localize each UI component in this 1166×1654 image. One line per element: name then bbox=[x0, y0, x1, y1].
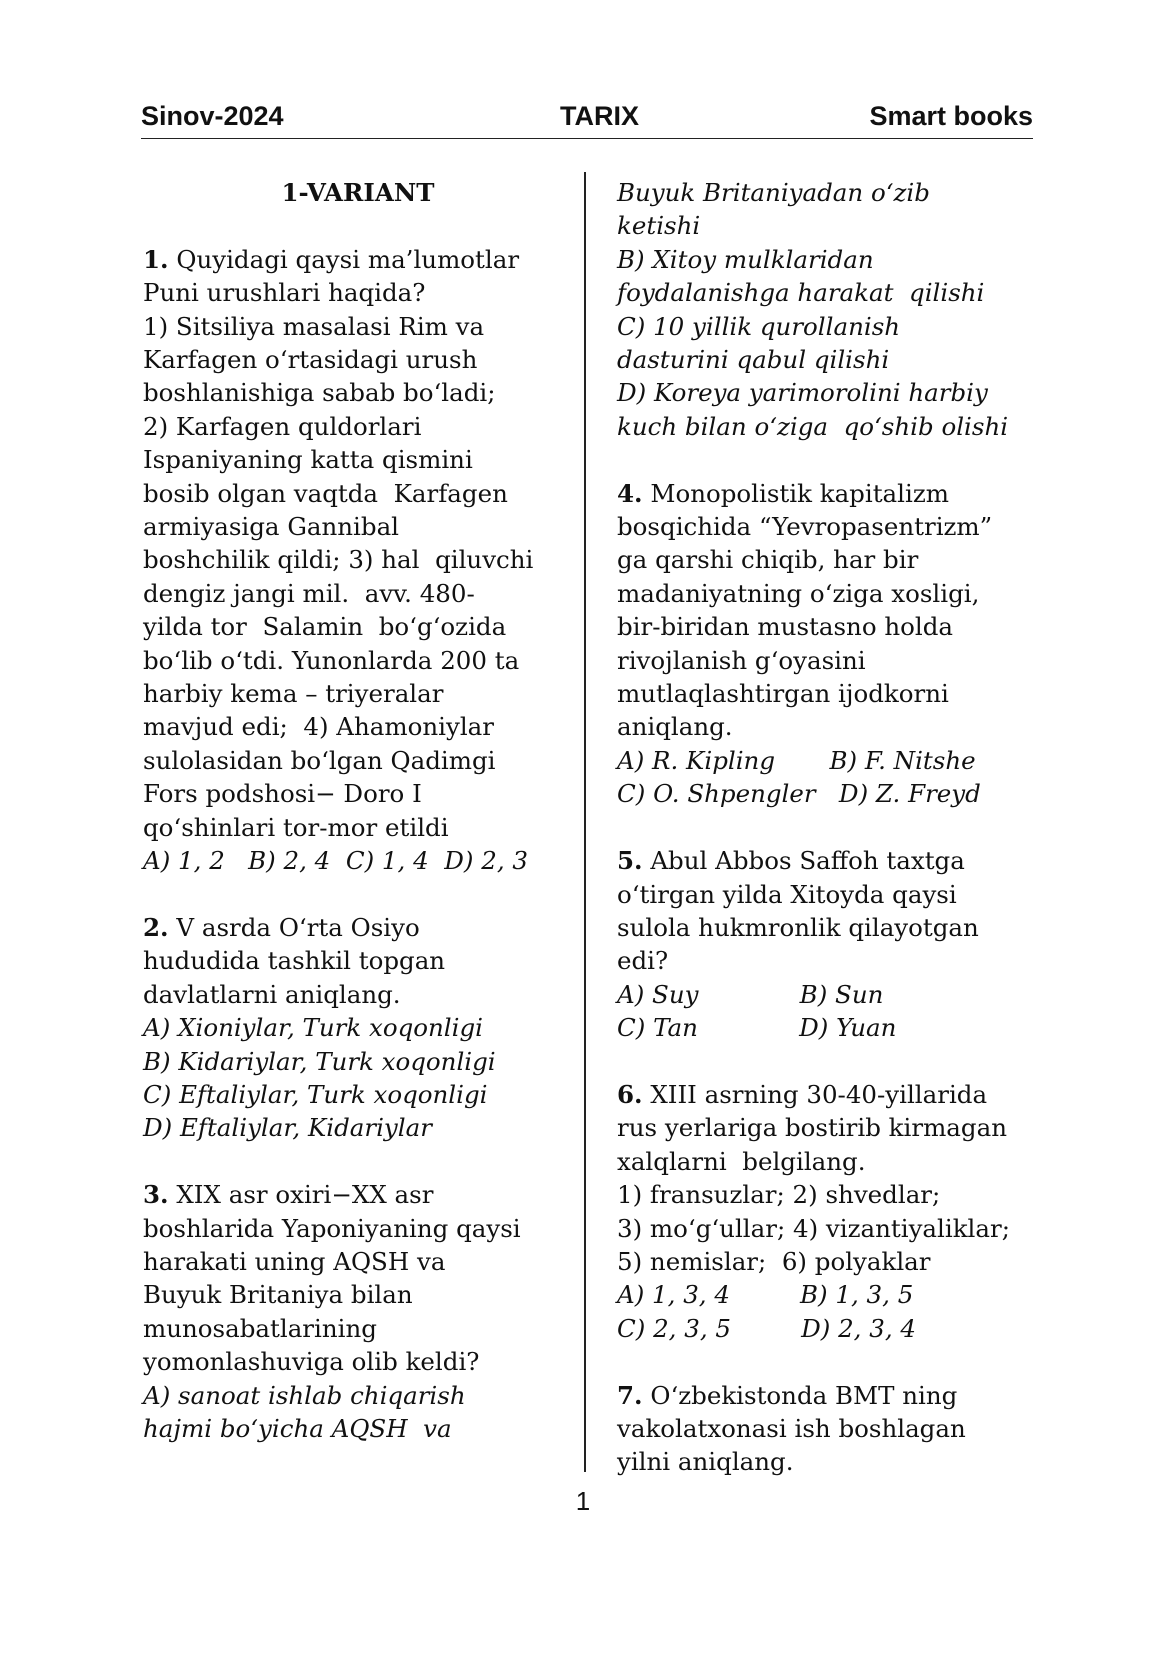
question-text-line: Ispaniyaning katta qismini bbox=[143, 445, 473, 475]
answer-options-line: A) R. Kipling B) F. Nitshe bbox=[617, 745, 976, 775]
question-text-line: davlatlarni aniqlang. bbox=[143, 979, 401, 1009]
question-text-line: bir-biridan mustasno holda bbox=[617, 612, 954, 642]
spacer bbox=[617, 1045, 1037, 1078]
answer-options-line: C) Tan D) Yuan bbox=[617, 1013, 897, 1043]
question-text: V asrda O‘rta Osiyo bbox=[168, 912, 420, 942]
question-text-line: madaniyatning o‘ziga xosligi, bbox=[617, 578, 980, 608]
question-text: O‘zbekistonda BMT ning bbox=[642, 1380, 958, 1410]
answer-options-line: C) 10 yillik qurollanish bbox=[617, 311, 901, 341]
question-text-line: yomonlashuviga olib keldi? bbox=[143, 1347, 480, 1377]
question-text-line: bosib olgan vaqtda Karfagen bbox=[143, 478, 508, 508]
question-number: 1. bbox=[143, 244, 169, 274]
question-text-line: boshlarida Yaponiyaning qaysi bbox=[143, 1213, 521, 1243]
question-text: Monopolistik kapitalizm bbox=[642, 478, 949, 508]
header-left: Sinov-2024 bbox=[141, 101, 284, 131]
question-start-line bbox=[617, 1078, 1037, 1111]
question-text-line: 1) fransuzlar; 2) shvedlar; bbox=[617, 1180, 941, 1210]
answer-options-line: Buyuk Britaniyadan o‘zib bbox=[617, 178, 930, 207]
question-number: 3. bbox=[143, 1180, 169, 1210]
question-number: 7. bbox=[617, 1380, 643, 1410]
question-text-line: Buyuk Britaniya bilan bbox=[143, 1280, 413, 1310]
right-column bbox=[617, 176, 1037, 1479]
spacer bbox=[143, 209, 563, 242]
question-text-line: Fors podshosi− Doro I bbox=[143, 779, 422, 809]
variant-title: 1-VARIANT bbox=[281, 178, 435, 207]
answer-options-line: A) sanoat ishlab chiqarish bbox=[143, 1380, 466, 1410]
answer-options-line: B) Xitoy mulklaridan bbox=[617, 244, 874, 274]
question-text-line: boshchilik qildi; 3) hal qiluvchi bbox=[143, 545, 534, 575]
question-text-line: sulolasidan bo‘lgan Qadimgi bbox=[143, 745, 496, 775]
question-start-line bbox=[617, 477, 1037, 510]
question-text-line: edi? bbox=[617, 946, 669, 976]
answer-options-line: A) 1, 3, 4 B) 1, 3, 5 bbox=[617, 1280, 914, 1310]
answer-options-line: B) Kidariylar, Turk xoqonligi bbox=[143, 1046, 496, 1076]
answer-options-line: dasturini qabul qilishi bbox=[617, 345, 890, 375]
question-start-line bbox=[617, 844, 1037, 877]
question-text-line: vakolatxonasi ish boshlagan bbox=[617, 1413, 966, 1443]
header-subject: TARIX bbox=[560, 101, 639, 131]
question-text-line: harakati uning AQSH va bbox=[143, 1246, 446, 1276]
question-text: XIII asrning 30-40-yillarida bbox=[642, 1079, 988, 1109]
question-text-line: 5) nemislar; 6) polyaklar bbox=[617, 1246, 931, 1276]
question-text: Abul Abbos Saffoh taxtga bbox=[642, 846, 965, 876]
spacer bbox=[617, 1345, 1037, 1378]
question-text-line: bo‘lib o‘tdi. Yunonlarda 200 ta bbox=[143, 645, 520, 675]
question-text-line: Puni urushlari haqida? bbox=[143, 278, 426, 308]
question-text-line: Karfagen o‘rtasidagi urush bbox=[143, 345, 478, 375]
question-text-line: boshlanishiga sabab bo‘ladi; bbox=[143, 378, 496, 408]
question-text-line: rivojlanish g‘oyasini bbox=[617, 645, 866, 675]
question-text: Quyidagi qaysi ma’lumotlar bbox=[168, 244, 520, 274]
question-text-line: hududida tashkil topgan bbox=[143, 946, 446, 976]
question-text-line: bosqichida “Yevropasentrizm” bbox=[617, 512, 993, 542]
answer-options-line: ketishi bbox=[617, 211, 701, 241]
spacer bbox=[143, 878, 563, 911]
question-text-line: 2) Karfagen quldorlari bbox=[143, 411, 422, 441]
question-start-line bbox=[143, 911, 563, 944]
question-text-line: yilni aniqlang. bbox=[617, 1447, 794, 1477]
spacer bbox=[617, 811, 1037, 844]
answer-options-line: A) Xioniylar, Turk xoqonligi bbox=[143, 1013, 483, 1043]
question-text-line: munosabatlarining bbox=[143, 1313, 377, 1343]
page-number: 1 bbox=[575, 1486, 591, 1516]
question-text-line: dengiz jangi mil. avv. 480- bbox=[143, 578, 475, 608]
answer-options-line: foydalanishga harakat qilishi bbox=[617, 278, 985, 308]
question-text-line: harbiy kema – triyeralar bbox=[143, 679, 444, 709]
answer-options-line: D) Koreya yarimorolini harbiy bbox=[617, 378, 988, 408]
question-text-line: aniqlang. bbox=[617, 712, 733, 742]
question-text-line: armiyasiga Gannibal bbox=[143, 512, 400, 542]
question-number: 6. bbox=[617, 1079, 643, 1109]
question-text-line: xalqlarni belgilang. bbox=[617, 1146, 866, 1176]
question-start-line bbox=[143, 1178, 563, 1211]
header-publisher: Smart books bbox=[869, 101, 1033, 131]
answer-options-line: A) Suy B) Sun bbox=[617, 979, 884, 1009]
left-column bbox=[143, 176, 563, 1445]
question-text-line: o‘tirgan yilda Xitoyda qaysi bbox=[617, 879, 957, 909]
question-text-line: mutlaqlashtirgan ijodkorni bbox=[617, 679, 949, 709]
question-text-line: ga qarshi chiqib, har bir bbox=[617, 545, 919, 575]
question-text-line: 1) Sitsiliya masalasi Rim va bbox=[143, 311, 485, 341]
question-text: XIX asr oxiri−XX asr bbox=[168, 1180, 434, 1210]
column-divider bbox=[584, 172, 586, 1472]
answer-options-line: C) Eftaliylar, Turk xoqonligi bbox=[143, 1079, 488, 1109]
answer-options-line: C) 2, 3, 5 D) 2, 3, 4 bbox=[617, 1313, 917, 1343]
answer-options-line: A) 1, 2 B) 2, 4 C) 1, 4 D) 2, 3 bbox=[143, 846, 528, 876]
question-number: 4. bbox=[617, 478, 643, 508]
spacer bbox=[143, 1145, 563, 1178]
answer-options-line: hajmi bo‘yicha AQSH va bbox=[143, 1413, 452, 1443]
question-text-line: mavjud edi; 4) Ahamoniylar bbox=[143, 712, 494, 742]
question-text-line: sulola hukmronlik qilayotgan bbox=[617, 912, 979, 942]
answer-options-line: C) O. Shpengler D) Z. Freyd bbox=[617, 779, 981, 809]
answer-options-line: D) Eftaliylar, Kidariylar bbox=[143, 1113, 432, 1143]
question-text-line: yilda tor Salamin bo‘g‘ozida bbox=[143, 612, 507, 642]
question-number: 2. bbox=[143, 912, 169, 942]
question-text-line: qo‘shinlari tor-mor etildi bbox=[143, 812, 449, 842]
page-header bbox=[141, 98, 1033, 139]
question-start-line bbox=[617, 1379, 1037, 1412]
answer-options-line: kuch bilan o‘ziga qo‘shib olishi bbox=[617, 411, 1009, 441]
question-text-line: rus yerlariga bostirib kirmagan bbox=[617, 1113, 1007, 1143]
question-number: 5. bbox=[617, 846, 643, 876]
question-text-line: 3) mo‘g‘ullar; 4) vizantiyaliklar; bbox=[617, 1213, 1010, 1243]
question-start-line bbox=[143, 243, 563, 276]
spacer bbox=[617, 443, 1037, 476]
